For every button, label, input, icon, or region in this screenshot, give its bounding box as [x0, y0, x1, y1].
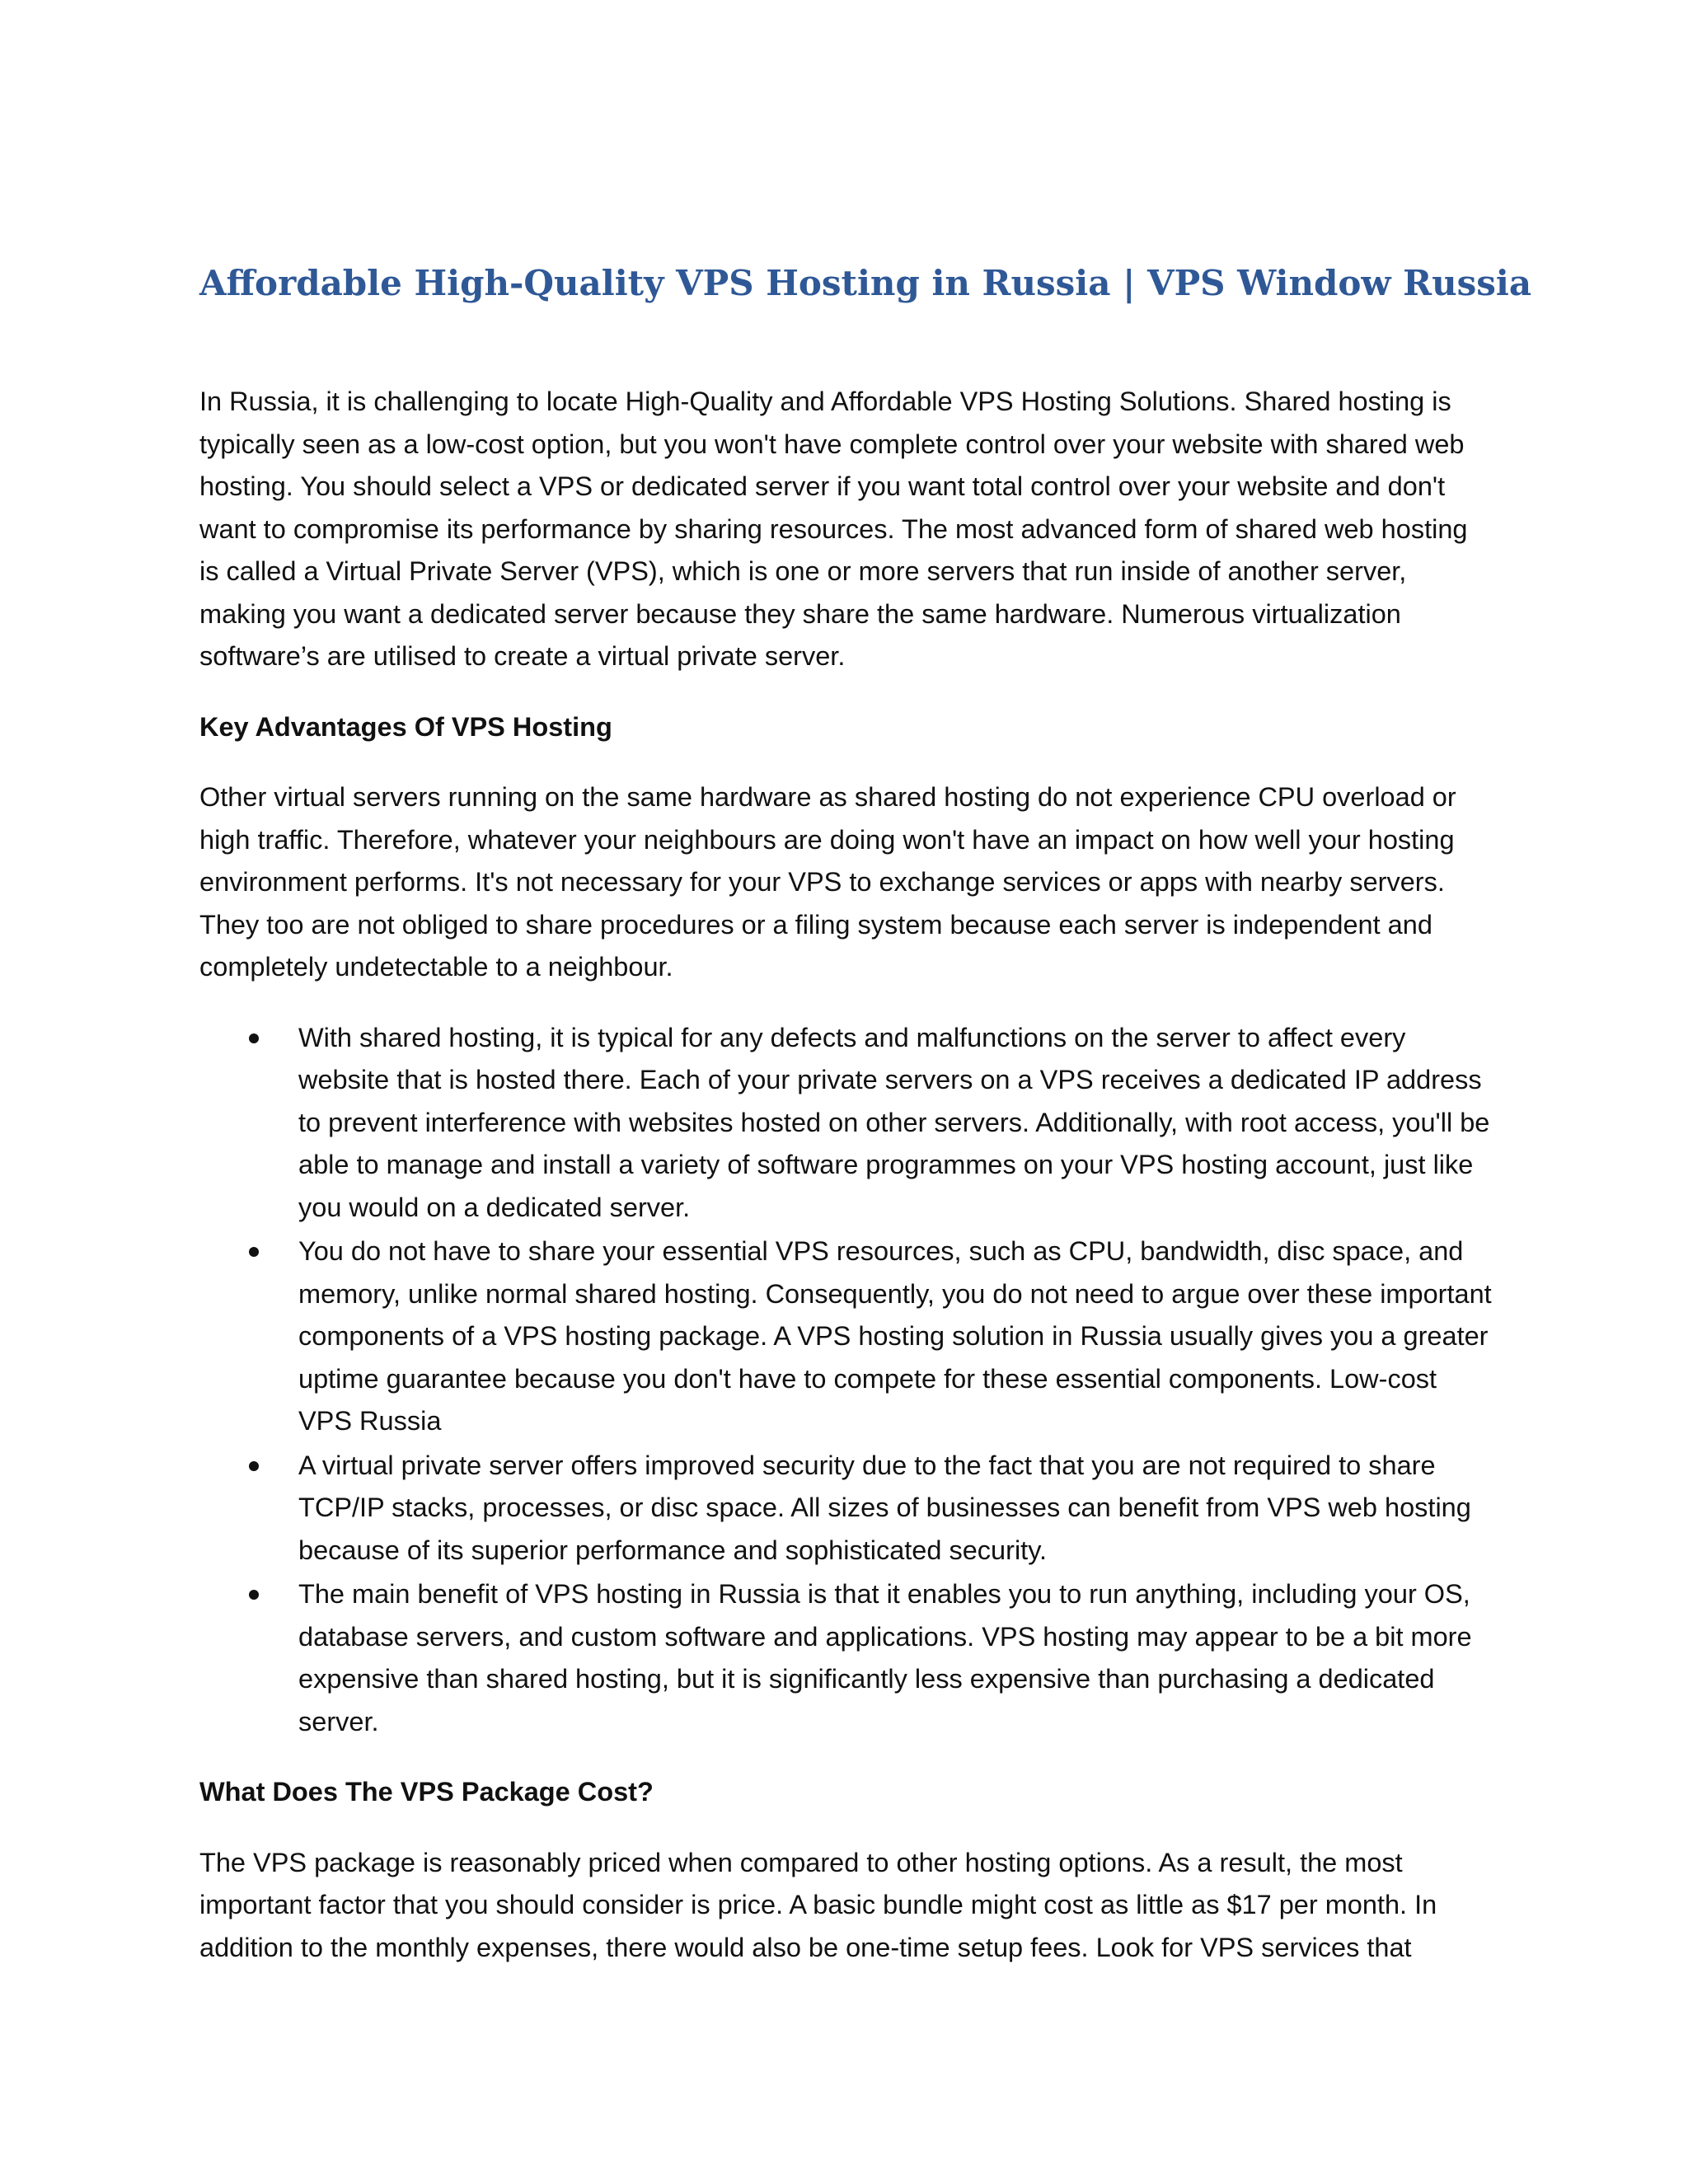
list-item: [199, 1573, 1493, 1743]
bullet-icon: [249, 1461, 259, 1471]
list-item-text: With shared hosting, it is typical for any defects and malfunctions on the server to affect every website that is hosted there. Each of your private servers on a VPS receives a dedicated IP address to prevent interference with websites hosted on other servers. Additionally, with root access, you'll be able to manage and install a variety of software programmes on your VPS hosting account, just like you would on a dedicated server.: [298, 1022, 1490, 1222]
bullet-icon: [249, 1033, 259, 1043]
bullet-icon: [249, 1590, 259, 1600]
list-item-text: The main benefit of VPS hosting in Russia is that it enables you to run anything, including your OS, database servers, and custom software and applications. VPS hosting may appear to be a bit more expensive than shared hosting, but it is significantly less expensive than purchasing a dedicated server.: [298, 1579, 1472, 1736]
bullet-icon: [249, 1247, 259, 1257]
list-item: [199, 1017, 1493, 1230]
advantages-bullet-list: [199, 1017, 1493, 1744]
document-title: Affordable High-Quality VPS Hosting in Russia | VPS Window Russia: [199, 263, 1532, 303]
section-heading-package-cost: What Does The VPS Package Cost?: [199, 1777, 654, 1807]
intro-paragraph: In Russia, it is challenging to locate High-Quality and Affordable VPS Hosting Solutions. Shared hosting is typically seen as a low-cost option, but you won't have complete control over your website with shared web hosting. You should select a VPS or dedicated server if you want total control over your website and don't want to compromise its performance by sharing resources. The most advanced form of shared web hosting is called a Virtual Private Server (VPS), which is one or more servers that run inside of another server, making you want a dedicated server because they share the same hardware. Numerous virtualization software’s are utilised to create a virtual private server.: [199, 387, 1468, 671]
document-page: [199, 262, 1532, 1997]
list-item: [199, 1230, 1493, 1443]
list-item: [199, 1445, 1493, 1572]
key-advantages-paragraph: Other virtual servers running on the same hardware as shared hosting do not experience CPU overload or high traffic. Therefore, whatever your neighbours are doing won't have an impact on how well your hosting environment performs. It's not necessary for your VPS to exchange services or apps with nearby servers. They too are not obliged to share procedures or a filing system because each server is independent and completely undetectable to a neighbour.: [199, 782, 1456, 982]
section-heading-key-advantages: Key Advantages Of VPS Hosting: [199, 711, 612, 742]
list-item-text: A virtual private server offers improved security due to the fact that you are not required to share TCP/IP stacks, processes, or disc space. All sizes of businesses can benefit from VPS web hosting because of its superior performance and sophisticated security.: [298, 1450, 1471, 1565]
package-cost-paragraph: The VPS package is reasonably priced when compared to other hosting options. As a result, the most important factor that you should consider is price. A basic bundle might cost as little as $17 per month. In addition to the monthly expenses, there would also be one-time setup fees. Look for VPS services that: [199, 1847, 1437, 1962]
list-item-text: You do not have to share your essential VPS resources, such as CPU, bandwidth, disc space, and memory, unlike normal shared hosting. Consequently, you do not need to argue over these important components of a VPS hosting package. A VPS hosting solution in Russia usually gives you a greater uptime guarantee because you don't have to compete for these essential components. Low-cost VPS Russia: [298, 1236, 1492, 1436]
